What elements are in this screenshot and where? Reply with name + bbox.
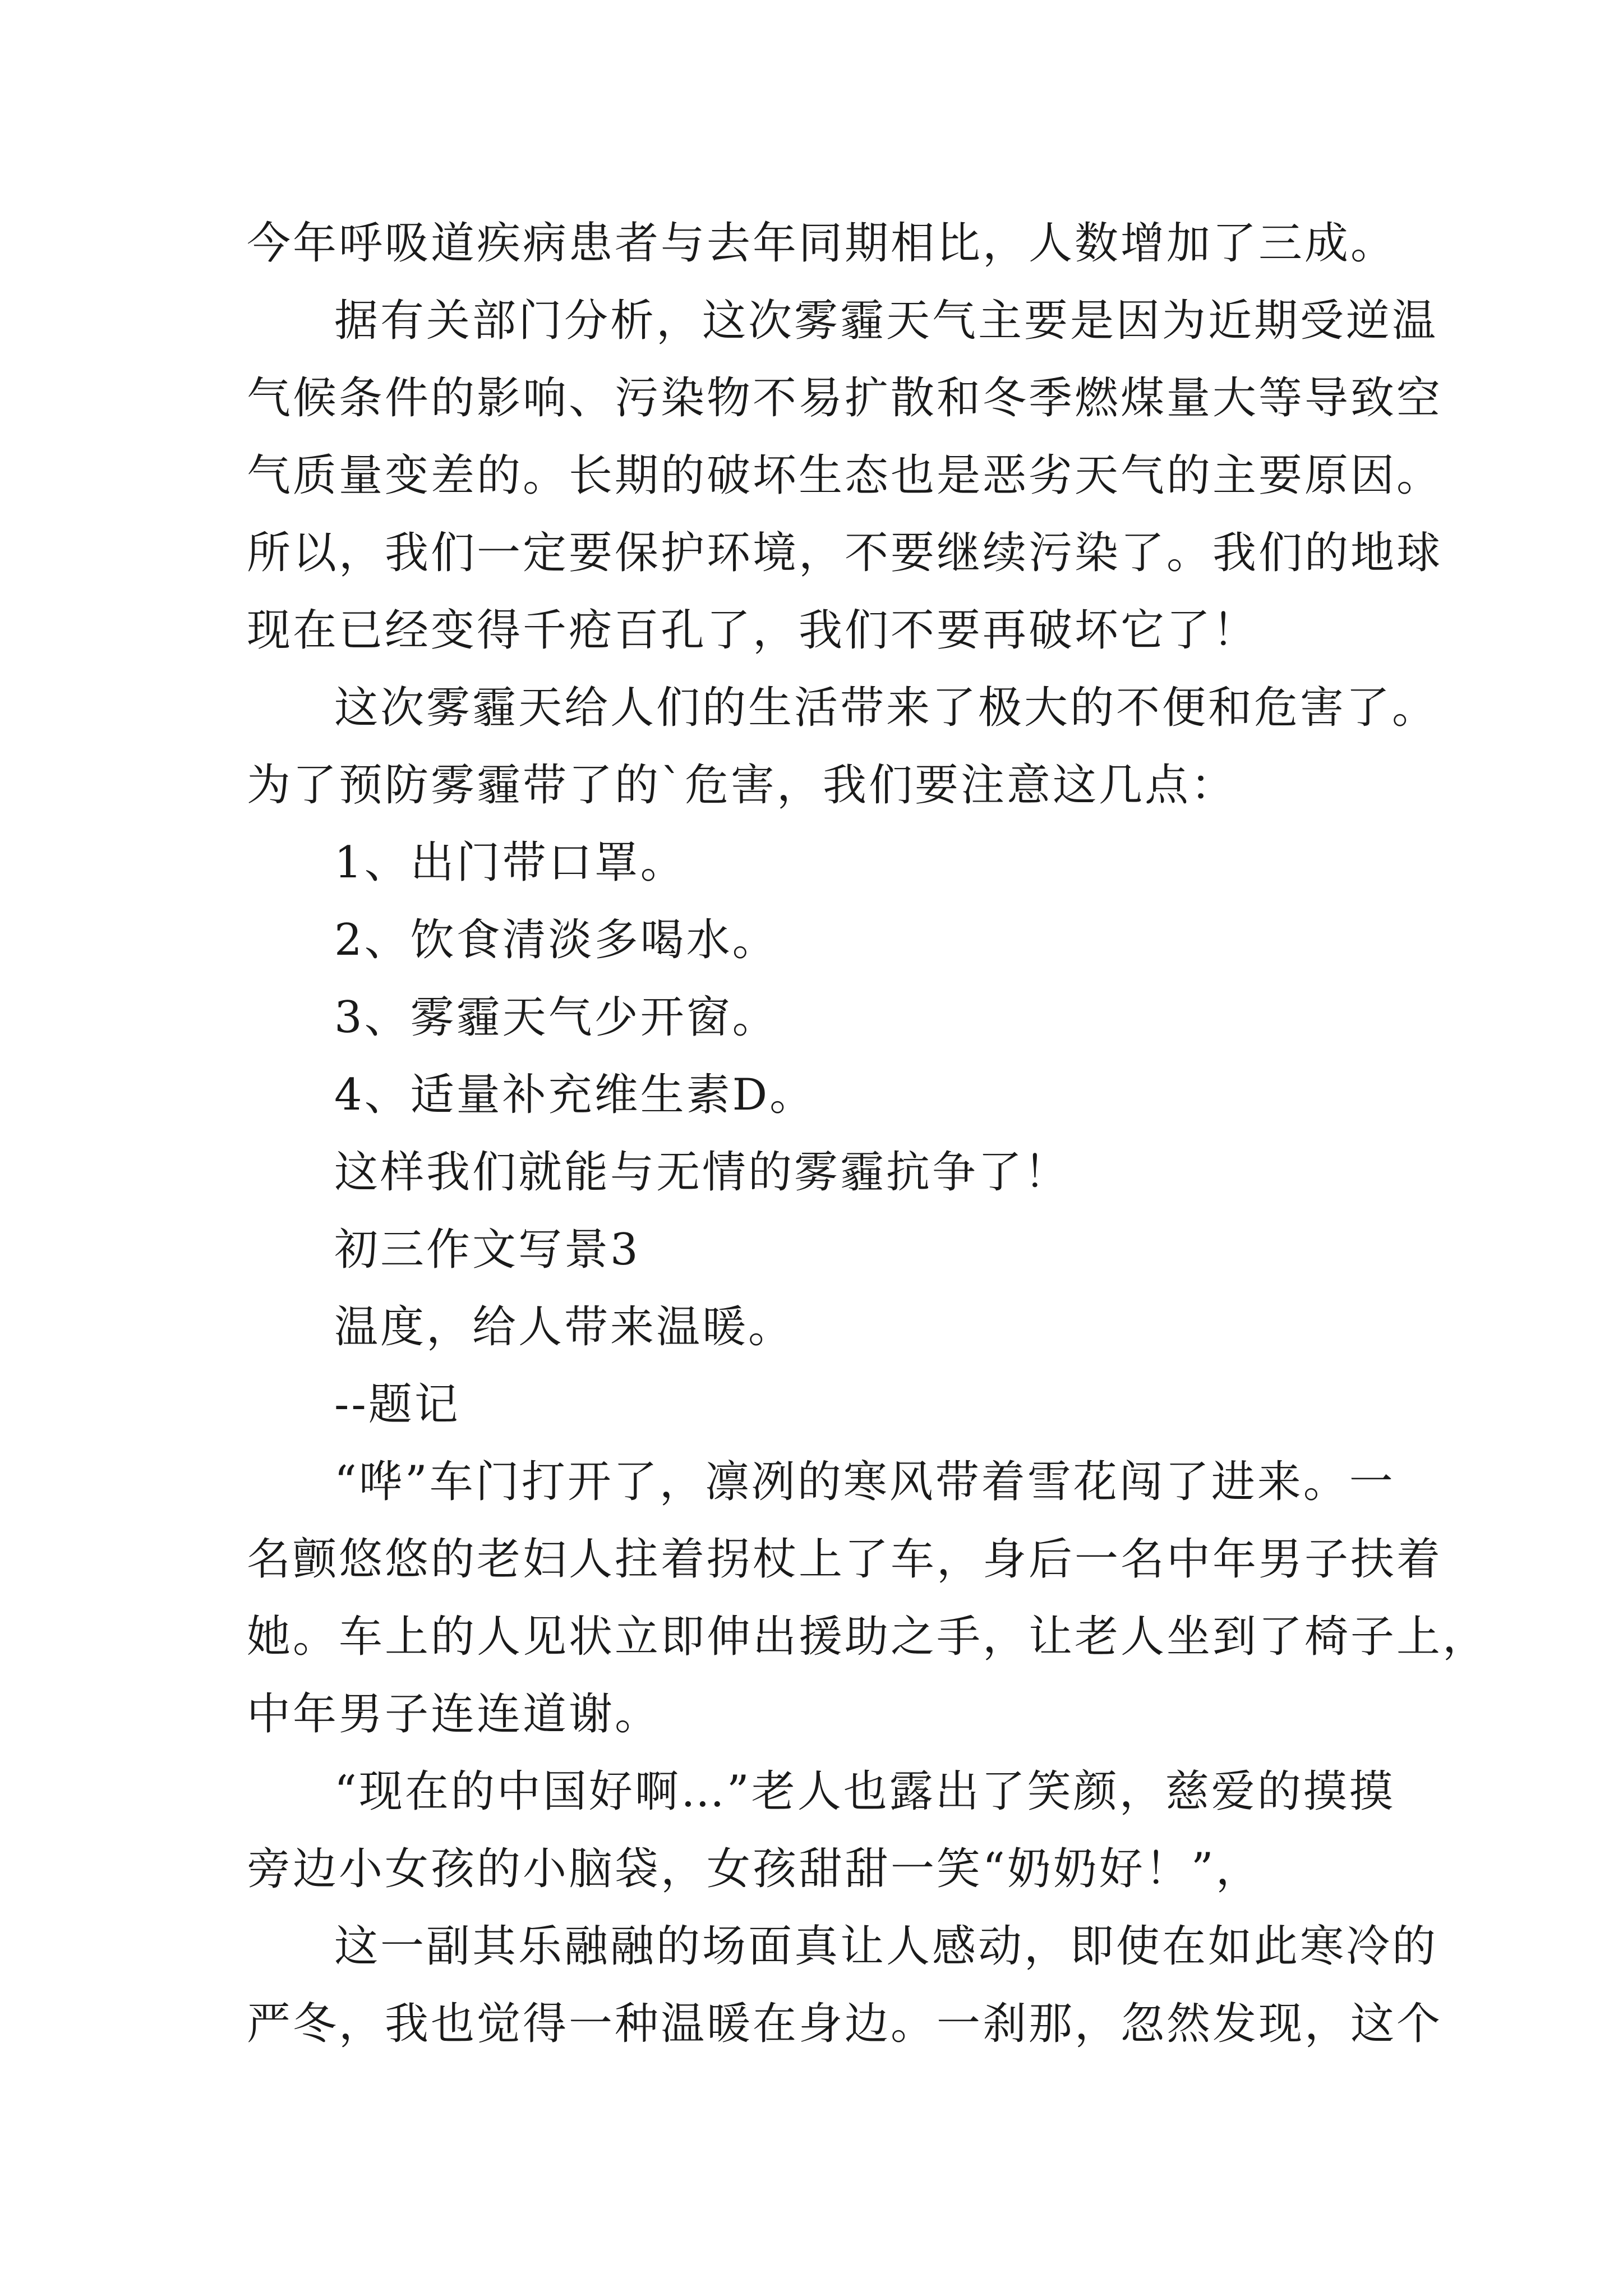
list-item: 1、出门带口罩。 xyxy=(334,838,686,888)
list-item: 3、雾霾天气少开窗。 xyxy=(334,992,778,1043)
text-line: 气候条件的影响、污染物不易扩散和冬季燃煤量大等导致空 xyxy=(247,373,1443,424)
text-line: 据有关部门分析，这次雾霾天气主要是因为近期受逆温 xyxy=(334,296,1438,346)
text-line: 严冬，我也觉得一种温暖在身边。一刹那，忽然发现，这个 xyxy=(247,1999,1443,2049)
text-line: 这样我们就能与无情的雾霾抗争了！ xyxy=(334,1147,1071,1198)
text-line: 旁边小女孩的小脑袋，女孩甜甜一笑“奶奶好！”， xyxy=(247,1844,1262,1894)
text-line: 气质量变差的。长期的破坏生态也是恶劣天气的主要原因。 xyxy=(247,450,1443,501)
text-line: 她。车上的人见状立即伸出援助之手，让老人坐到了椅子上， xyxy=(247,1612,1489,1662)
text-line: 这次雾霾天给人们的生活带来了极大的不便和危害了。 xyxy=(334,683,1438,733)
text-line: “哗”车门打开了，凛冽的寒风带着雪花闯了进来。一 xyxy=(334,1457,1395,1507)
text-line: --题记 xyxy=(334,1379,460,1430)
document-body xyxy=(247,205,1489,2063)
text-line: 为了预防雾霾带了的`危害，我们要注意这几点： xyxy=(247,760,1237,811)
section-title: 初三作文写景3 xyxy=(334,1225,640,1275)
list-item: 4、适量补充维生素D。 xyxy=(334,1070,816,1120)
text-line: 温度，给人带来温暖。 xyxy=(334,1302,795,1352)
text-line: 所以，我们一定要保护环境，不要继续污染了。我们的地球 xyxy=(247,528,1443,578)
text-line: 名颤悠悠的老妇人拄着拐杖上了车，身后一名中年男子扶着 xyxy=(247,1534,1443,1585)
text-line: “现在的中国好啊…”老人也露出了笑颜，慈爱的摸摸 xyxy=(334,1766,1395,1817)
list-item: 2、饮食清淡多喝水。 xyxy=(334,915,778,965)
text-line: 中年男子连连道谢。 xyxy=(247,1689,661,1740)
text-line: 现在已经变得千疮百孔了，我们不要再破坏它了！ xyxy=(247,605,1259,656)
text-line: 这一副其乐融融的场面真让人感动，即使在如此寒冷的 xyxy=(334,1921,1438,1972)
text-line: 今年呼吸道疾病患者与去年同期相比，人数增加了三成。 xyxy=(247,218,1397,269)
